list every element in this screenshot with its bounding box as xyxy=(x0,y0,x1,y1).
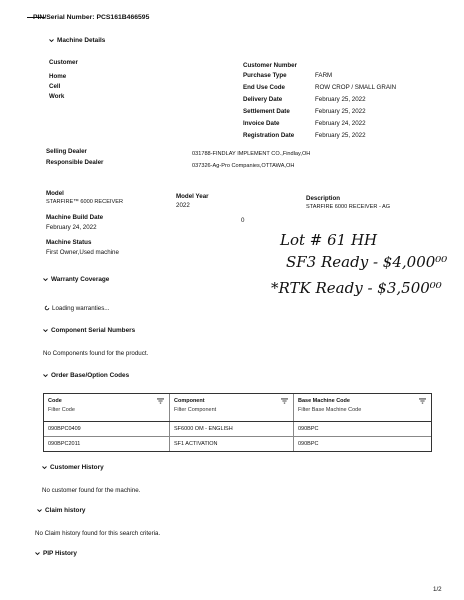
description-value: STARFIRE 6000 RECEIVER - AG xyxy=(306,204,391,210)
cell-code: 090BPC0409 xyxy=(44,422,170,436)
handwritten-lot-number: Lot # 61 HH xyxy=(280,231,378,249)
customer-history-label: Customer History xyxy=(50,464,104,471)
column-code-filter[interactable]: Filter Code xyxy=(48,407,75,413)
cell-component: SF6000 OM - ENGLISH xyxy=(170,422,294,436)
machine-status-label: Machine Status xyxy=(46,239,92,246)
selling-dealer-label: Selling Dealer xyxy=(46,148,87,155)
build-date-value: February 24, 2022 xyxy=(46,224,97,231)
table-row xyxy=(44,437,431,451)
description-label: Description xyxy=(306,195,341,202)
cell-component: SF1 ACTIVATION xyxy=(170,437,294,451)
machine-status-value: First Owner,Used machine xyxy=(46,249,119,256)
registration-date-value: February 25, 2022 xyxy=(315,132,366,139)
component-serials-toggle[interactable] xyxy=(43,327,135,334)
order-codes-table xyxy=(43,393,432,452)
responsible-dealer-value: 037326-Ag-Pro Companies,OTTAWA,OH xyxy=(192,163,295,169)
chevron-down-icon xyxy=(42,465,47,470)
pip-history-toggle[interactable] xyxy=(35,550,77,557)
serial-number xyxy=(27,14,149,21)
column-component-filter[interactable]: Filter Component xyxy=(174,407,217,413)
end-use-code-label: End Use Code xyxy=(243,84,285,91)
pip-history-label: PIP History xyxy=(43,550,77,557)
delivery-date-label: Delivery Date xyxy=(243,96,283,103)
filter-icon[interactable] xyxy=(157,398,164,404)
column-base-machine-code-title: Base Machine Code xyxy=(298,398,350,404)
work-label: Work xyxy=(49,93,65,100)
responsible-dealer-label: Responsible Dealer xyxy=(46,159,104,166)
purchase-type-label: Purchase Type xyxy=(243,72,287,79)
cell-label: Cell xyxy=(49,83,61,90)
cell-base-machine-code: 090BPC xyxy=(298,441,319,447)
machine-details-toggle[interactable] xyxy=(49,37,105,44)
purchase-type-value: FARM xyxy=(315,72,333,79)
no-claim-message: No Claim history found for this search criteria. xyxy=(35,530,161,537)
customer-label: Customer xyxy=(49,59,78,66)
handwritten-sf3-price: SF3 Ready - $4,000⁰⁰ xyxy=(286,253,448,271)
warranty-coverage-toggle[interactable] xyxy=(43,276,109,283)
end-use-code-value: ROW CROP / SMALL GRAIN xyxy=(315,84,397,91)
model-value: STARFIRE™ 6000 RECEIVER xyxy=(46,199,123,205)
order-codes-toggle[interactable] xyxy=(43,372,129,379)
model-label: Model xyxy=(46,190,64,197)
column-code xyxy=(44,394,170,421)
claim-history-toggle[interactable] xyxy=(37,507,86,514)
component-serials-label: Component Serial Numbers xyxy=(51,327,136,334)
customer-history-toggle[interactable] xyxy=(42,464,104,471)
column-component-title: Component xyxy=(174,398,205,404)
registration-date-label: Registration Date xyxy=(243,132,295,139)
cell-base-machine-code: 090BPC xyxy=(298,426,319,432)
column-code-title: Code xyxy=(48,398,62,404)
warranty-coverage-label: Warranty Coverage xyxy=(51,276,110,283)
table-row xyxy=(44,422,431,437)
build-date-label: Machine Build Date xyxy=(46,214,104,221)
cell-code: 090BPC2011 xyxy=(44,437,170,451)
chevron-down-icon xyxy=(43,328,48,333)
column-base-machine-code xyxy=(294,394,431,421)
no-components-message: No Components found for the product. xyxy=(43,350,149,357)
page-number: 1/2 xyxy=(433,586,442,593)
column-component xyxy=(170,394,294,421)
selling-dealer-value: 031788-FINDLAY IMPLEMENT CO.,Findlay,OH xyxy=(192,151,311,157)
invoice-date-value: February 24, 2022 xyxy=(315,120,366,127)
invoice-date-label: Invoice Date xyxy=(243,120,280,127)
settlement-date-value: February 25, 2022 xyxy=(315,108,366,115)
model-year-value: 2022 xyxy=(176,202,190,209)
loading-warranties-text: Loading warranties... xyxy=(52,305,110,312)
delivery-date-value: February 25, 2022 xyxy=(315,96,366,103)
no-customer-message: No customer found for the machine. xyxy=(42,487,141,494)
chevron-down-icon xyxy=(37,508,42,513)
chevron-down-icon xyxy=(43,277,48,282)
model-year-label: Model Year xyxy=(176,193,209,200)
spinner-icon xyxy=(44,305,50,311)
handwritten-rtk-price: *RTK Ready - $3,500⁰⁰ xyxy=(271,279,442,297)
home-label: Home xyxy=(49,73,67,80)
serial-number-text: PIN/Serial Number: PCS161B466595 xyxy=(33,14,150,21)
settlement-date-label: Settlement Date xyxy=(243,108,290,115)
claim-history-label: Claim history xyxy=(45,507,86,514)
chevron-down-icon xyxy=(43,373,48,378)
table-header xyxy=(44,394,431,422)
filter-icon[interactable] xyxy=(281,398,288,404)
chevron-down-icon xyxy=(35,551,40,556)
order-codes-label: Order Base/Option Codes xyxy=(51,372,130,379)
loading-warranties xyxy=(44,305,109,312)
chevron-down-icon xyxy=(49,38,54,43)
machine-details-label: Machine Details xyxy=(57,37,106,44)
column-base-machine-code-filter[interactable]: Filter Base Machine Code xyxy=(298,407,362,413)
customer-number-label: Customer Number xyxy=(243,62,297,69)
filter-icon[interactable] xyxy=(419,398,426,404)
machine-hours-value: 0 xyxy=(241,217,245,224)
